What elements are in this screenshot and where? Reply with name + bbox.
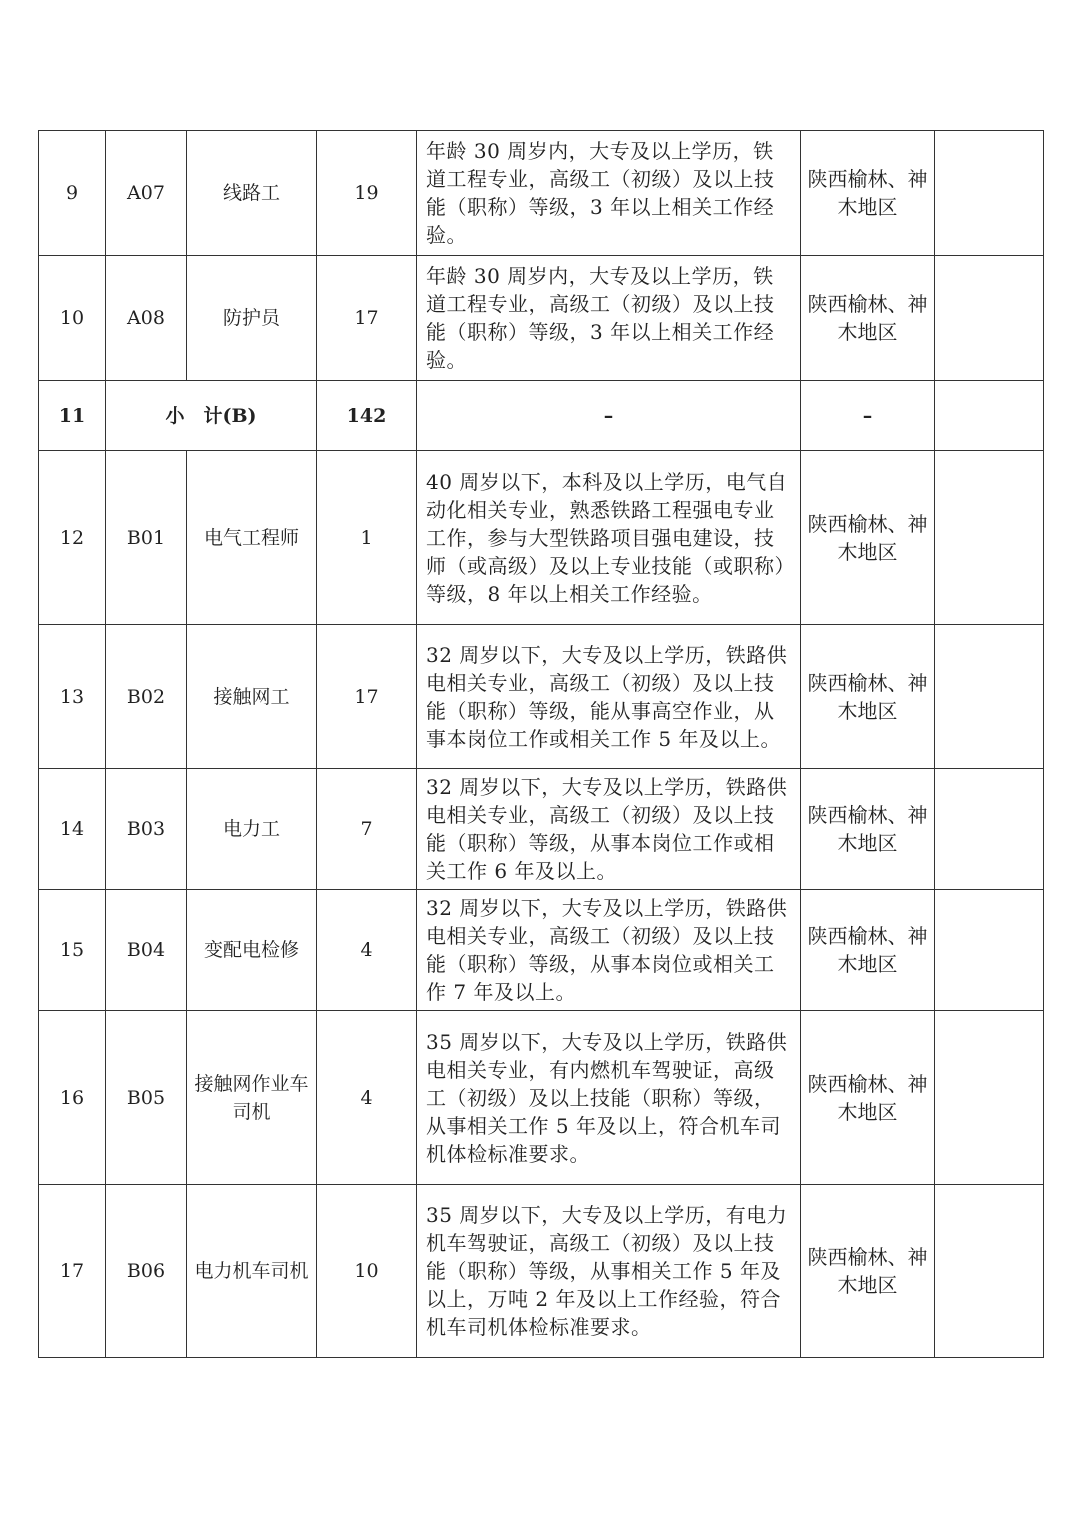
- post-name: 防护员: [187, 256, 317, 381]
- table-row: [39, 1185, 1044, 1358]
- post-code: B03: [106, 769, 187, 890]
- post-name: 变配电检修: [187, 890, 317, 1011]
- headcount: 17: [317, 625, 417, 769]
- work-location: 陕西榆林、神木地区: [801, 451, 935, 625]
- work-location: 陕西榆林、神木地区: [801, 1185, 935, 1358]
- headcount: 4: [317, 1011, 417, 1185]
- row-number: 13: [39, 625, 106, 769]
- post-code: B02: [106, 625, 187, 769]
- subtotal-row: [39, 381, 1044, 451]
- headcount: 19: [317, 131, 417, 256]
- table-row: [39, 451, 1044, 625]
- post-code: B06: [106, 1185, 187, 1358]
- row-number: 17: [39, 1185, 106, 1358]
- requirements: 年龄 30 周岁内，大专及以上学历，铁道工程专业，高级工（初级）及以上技能（职称）等级，3 年以上相关工作经验。: [417, 256, 801, 381]
- table-row: [39, 890, 1044, 1011]
- row-number: 10: [39, 256, 106, 381]
- work-location: 陕西榆林、神木地区: [801, 625, 935, 769]
- table-row: [39, 131, 1044, 256]
- work-location: 陕西榆林、神木地区: [801, 769, 935, 890]
- post-code: B05: [106, 1011, 187, 1185]
- post-name: 线路工: [187, 131, 317, 256]
- remarks: [935, 451, 1044, 625]
- table-row: [39, 1011, 1044, 1185]
- location-dash: –: [801, 381, 935, 451]
- headcount: 1: [317, 451, 417, 625]
- post-name: 电力工: [187, 769, 317, 890]
- table-row: [39, 256, 1044, 381]
- post-code: A07: [106, 131, 187, 256]
- work-location: 陕西榆林、神木地区: [801, 256, 935, 381]
- post-name: 电气工程师: [187, 451, 317, 625]
- remarks: [935, 769, 1044, 890]
- headcount: 10: [317, 1185, 417, 1358]
- subtotal-count: 142: [317, 381, 417, 451]
- headcount: 17: [317, 256, 417, 381]
- remarks: [935, 1011, 1044, 1185]
- requirements: 40 周岁以下，本科及以上学历，电气自动化相关专业，熟悉铁路工程强电专业工作，参与大型铁路项目强电建设，技师（或高级）及以上专业技能（或职称）等级，8 年以上相关工作经验。: [417, 451, 801, 625]
- remarks: [935, 256, 1044, 381]
- work-location: 陕西榆林、神木地区: [801, 131, 935, 256]
- post-code: B01: [106, 451, 187, 625]
- remarks: [935, 890, 1044, 1011]
- headcount: 4: [317, 890, 417, 1011]
- remarks: [935, 1185, 1044, 1358]
- remarks: [935, 381, 1044, 451]
- remarks: [935, 131, 1044, 256]
- post-name: 接触网工: [187, 625, 317, 769]
- table-row: [39, 625, 1044, 769]
- requirements: 年龄 30 周岁内，大专及以上学历，铁道工程专业，高级工（初级）及以上技能（职称）等级，3 年以上相关工作经验。: [417, 131, 801, 256]
- post-code: A08: [106, 256, 187, 381]
- remarks: [935, 625, 1044, 769]
- requirements: 32 周岁以下，大专及以上学历，铁路供电相关专业，高级工（初级）及以上技能（职称）等级，从事本岗位工作或相关工作 6 年及以上。: [417, 769, 801, 890]
- post-code: B04: [106, 890, 187, 1011]
- requirements: 32 周岁以下，大专及以上学历，铁路供电相关专业，高级工（初级）及以上技能（职称）等级，能从事高空作业，从事本岗位工作或相关工作 5 年及以上。: [417, 625, 801, 769]
- post-name: 接触网作业车司机: [187, 1011, 317, 1185]
- row-number: 11: [39, 381, 106, 451]
- requirements-dash: –: [417, 381, 801, 451]
- subtotal-label: 小 计(B): [106, 381, 317, 451]
- recruitment-table: [38, 130, 1044, 1358]
- table-row: [39, 769, 1044, 890]
- headcount: 7: [317, 769, 417, 890]
- requirements: 32 周岁以下，大专及以上学历，铁路供电相关专业，高级工（初级）及以上技能（职称）等级，从事本岗位或相关工作 7 年及以上。: [417, 890, 801, 1011]
- row-number: 12: [39, 451, 106, 625]
- post-name: 电力机车司机: [187, 1185, 317, 1358]
- work-location: 陕西榆林、神木地区: [801, 1011, 935, 1185]
- row-number: 14: [39, 769, 106, 890]
- requirements: 35 周岁以下，大专及以上学历，铁路供电相关专业，有内燃机车驾驶证，高级工（初级）及以上技能（职称）等级，从事相关工作 5 年及以上，符合机车司机体检标准要求。: [417, 1011, 801, 1185]
- row-number: 9: [39, 131, 106, 256]
- row-number: 16: [39, 1011, 106, 1185]
- work-location: 陕西榆林、神木地区: [801, 890, 935, 1011]
- requirements: 35 周岁以下，大专及以上学历，有电力机车驾驶证，高级工（初级）及以上技能（职称）等级，从事相关工作 5 年及以上，万吨 2 年及以上工作经验，符合机车司机体检标准要求。: [417, 1185, 801, 1358]
- row-number: 15: [39, 890, 106, 1011]
